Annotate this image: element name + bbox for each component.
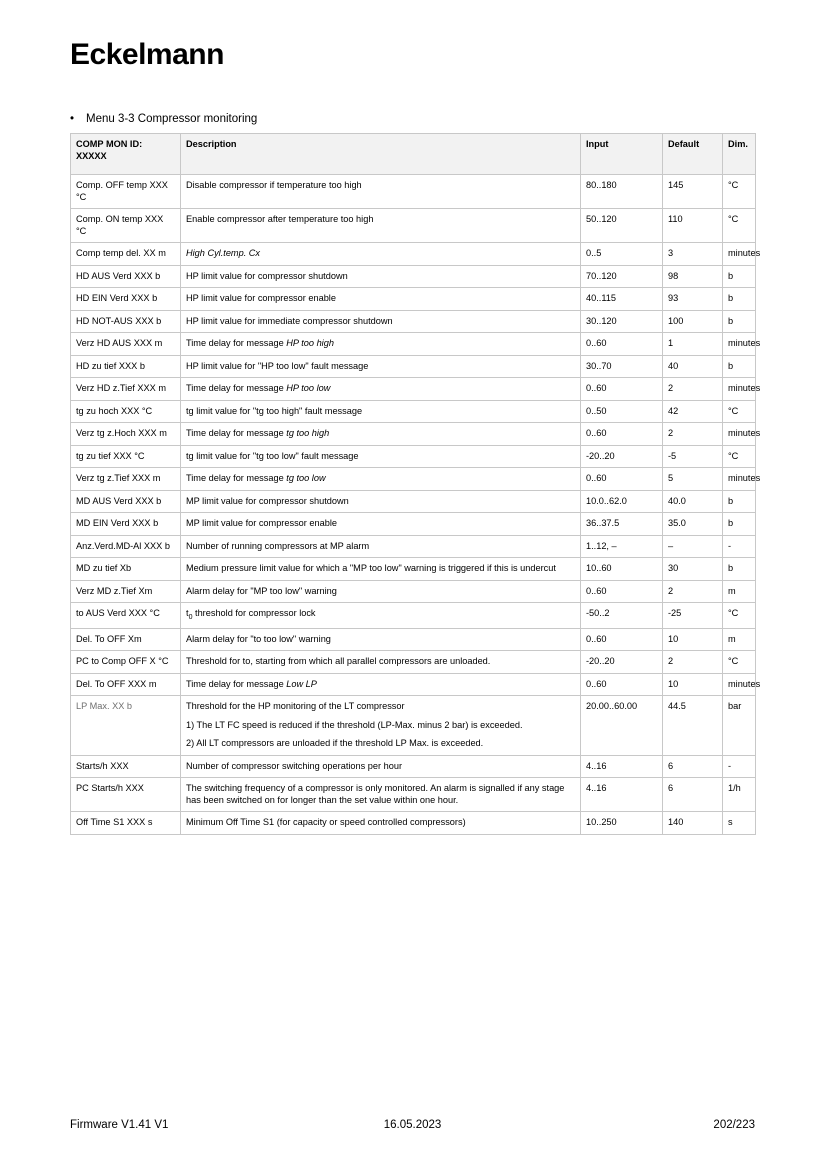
row-default: 44.5	[663, 696, 723, 756]
table-row	[71, 513, 756, 536]
table-row	[71, 378, 756, 401]
row-default: 2	[663, 378, 723, 401]
row-description	[181, 628, 581, 651]
section-heading	[70, 113, 760, 125]
row-input: 80..180	[581, 175, 663, 209]
row-description	[181, 812, 581, 835]
row-description	[181, 603, 581, 629]
row-default: 110	[663, 209, 723, 243]
row-description	[181, 651, 581, 674]
footer-date: 16.05.2023	[383, 1119, 442, 1131]
description-text: Time delay for message	[186, 338, 287, 348]
table-row	[71, 603, 756, 629]
description-text: Medium pressure limit value for which a "MP too low" warning is triggered if this is undercut	[186, 563, 556, 573]
row-id: Starts/h XXX	[71, 755, 181, 778]
row-dim: s	[723, 812, 756, 835]
row-id: HD EIN Verd XXX b	[71, 288, 181, 311]
row-dim: °C	[723, 209, 756, 243]
description-text: HP limit value for compressor shutdown	[186, 270, 348, 281]
description-text: Time delay for message	[186, 678, 287, 689]
row-default: 35.0	[663, 513, 723, 536]
row-default: 40	[663, 355, 723, 378]
row-input: 70..120	[581, 265, 663, 288]
row-input: 36..37.5	[581, 513, 663, 536]
row-id: Verz MD z.Tief Xm	[71, 580, 181, 603]
row-id: PC to Comp OFF X °C	[71, 651, 181, 674]
description-text: HP limit value for immediate compressor shutdown	[186, 315, 393, 326]
row-id: HD zu tief XXX b	[71, 355, 181, 378]
row-input: 0..60	[581, 673, 663, 696]
row-input: 10..250	[581, 812, 663, 835]
row-id: MD AUS Verd XXX b	[71, 490, 181, 513]
row-description	[181, 673, 581, 696]
description-text: Number of running compressors at MP alarm	[186, 540, 370, 551]
table-row	[71, 265, 756, 288]
description-text: Threshold for to, starting from which all parallel compressors are unloaded.	[186, 656, 491, 667]
row-default: 40.0	[663, 490, 723, 513]
table-row	[71, 755, 756, 778]
description-text: The switching frequency of a compressor is only monitored. An alarm is signalled if any stage has been switched on for longer than the set value within one hour.	[186, 783, 565, 805]
row-id: Comp. ON temp XXX °C	[71, 209, 181, 243]
row-default: -5	[663, 445, 723, 468]
description-text: Enable compressor after temperature too high	[186, 214, 374, 224]
row-dim: b	[723, 265, 756, 288]
table-row	[71, 333, 756, 356]
table-row	[71, 310, 756, 333]
row-description	[181, 175, 581, 209]
row-dim: b	[723, 355, 756, 378]
table-row	[71, 288, 756, 311]
row-input: 0..60	[581, 468, 663, 491]
row-dim: minutes	[723, 673, 756, 696]
row-dim: 1/h	[723, 778, 756, 812]
row-description	[181, 535, 581, 558]
row-input: 30..70	[581, 355, 663, 378]
row-dim: °C	[723, 445, 756, 468]
table-row	[71, 243, 756, 266]
row-id: Off Time S1 XXX s	[71, 812, 181, 835]
row-input: 0..60	[581, 378, 663, 401]
row-default: 2	[663, 580, 723, 603]
row-default: 42	[663, 400, 723, 423]
row-description	[181, 288, 581, 311]
description-emphasis: HP too high	[286, 338, 334, 348]
bullet-icon: •	[70, 113, 75, 125]
row-input: 30..120	[581, 310, 663, 333]
row-id: Verz HD z.Tief XXX m	[71, 378, 181, 401]
row-dim: m	[723, 628, 756, 651]
row-input: 0..60	[581, 423, 663, 446]
table-row	[71, 778, 756, 812]
row-id: HD NOT-AUS XXX b	[71, 310, 181, 333]
row-id: tg zu hoch XXX °C	[71, 400, 181, 423]
table-row	[71, 468, 756, 491]
row-dim: b	[723, 513, 756, 536]
row-description	[181, 696, 581, 756]
description-line: 2) All LT compressors are unloaded if the threshold LP Max. is exceeded.	[186, 738, 484, 749]
column-header-default: Default	[663, 134, 723, 175]
row-description	[181, 310, 581, 333]
section-title: Menu 3-3 Compressor monitoring	[86, 113, 258, 125]
table-row	[71, 175, 756, 209]
description-text: tg limit value for "tg too high" fault message	[186, 405, 363, 416]
row-description	[181, 355, 581, 378]
column-header-dim: Dim.	[723, 134, 756, 175]
row-dim: minutes	[723, 333, 756, 356]
table-row	[71, 490, 756, 513]
description-emphasis: tg too low	[286, 473, 326, 483]
row-dim: m	[723, 580, 756, 603]
row-description	[181, 513, 581, 536]
row-default: 3	[663, 243, 723, 266]
table-row	[71, 651, 756, 674]
description-line: Threshold for the HP monitoring of the LT compressor	[186, 701, 405, 712]
description-text: Time delay for message	[186, 473, 287, 483]
row-default: 10	[663, 673, 723, 696]
column-header-id	[71, 134, 181, 175]
description-emphasis: tg too high	[286, 428, 330, 438]
description-text: High Cyl.temp. Cx	[186, 248, 261, 258]
row-input: -20..20	[581, 445, 663, 468]
row-id: MD EIN Verd XXX b	[71, 513, 181, 536]
row-id: Verz tg z.Tief XXX m	[71, 468, 181, 491]
row-id: Verz tg z.Hoch XXX m	[71, 423, 181, 446]
row-id: MD zu tief Xb	[71, 558, 181, 581]
table-row	[71, 628, 756, 651]
row-id: LP Max. XX b	[71, 696, 181, 756]
table-row	[71, 673, 756, 696]
row-input: 40..115	[581, 288, 663, 311]
description-text: Alarm delay for "to too low" warning	[186, 633, 331, 644]
row-id: to AUS Verd XXX °C	[71, 603, 181, 629]
row-default: 6	[663, 755, 723, 778]
column-header-input: Input	[581, 134, 663, 175]
row-dim: minutes	[723, 468, 756, 491]
row-input: 4..16	[581, 778, 663, 812]
description-text: tg limit value for "tg too low" fault message	[186, 450, 359, 461]
row-id: HD AUS Verd XXX b	[71, 265, 181, 288]
table-row	[71, 580, 756, 603]
row-default: 93	[663, 288, 723, 311]
row-default: -25	[663, 603, 723, 629]
row-dim: -	[723, 535, 756, 558]
row-id: Comp temp del. XX m	[71, 243, 181, 266]
row-description	[181, 778, 581, 812]
footer-page-number: 202/223	[713, 1119, 755, 1131]
row-dim: -	[723, 755, 756, 778]
row-id: PC Starts/h XXX	[71, 778, 181, 812]
row-description	[181, 580, 581, 603]
row-dim: b	[723, 558, 756, 581]
row-description	[181, 333, 581, 356]
row-id: Del. To OFF XXX m	[71, 673, 181, 696]
row-default: 5	[663, 468, 723, 491]
table-row	[71, 558, 756, 581]
row-default: 1	[663, 333, 723, 356]
row-input: 0..50	[581, 400, 663, 423]
row-description	[181, 423, 581, 446]
row-dim: b	[723, 490, 756, 513]
table-row	[71, 423, 756, 446]
row-dim: minutes	[723, 423, 756, 446]
row-default: 10	[663, 628, 723, 651]
row-description	[181, 558, 581, 581]
table-body	[71, 175, 761, 835]
description-text: $t_0$ threshold for compressor lock	[186, 608, 316, 621]
row-description	[181, 378, 581, 401]
description-line: 1) The LT FC speed is reduced if the threshold (LP-Max. minus 2 bar) is exceeded.	[186, 719, 523, 730]
column-header-id-line2: XXXXX	[76, 150, 107, 161]
row-default: 2	[663, 423, 723, 446]
row-description	[181, 243, 581, 266]
row-default: 98	[663, 265, 723, 288]
row-id: Verz HD AUS XXX m	[71, 333, 181, 356]
description-text: HP limit value for compressor enable	[186, 293, 336, 303]
row-input: 0..5	[581, 243, 663, 266]
row-dim: b	[723, 288, 756, 311]
row-input: 0..60	[581, 628, 663, 651]
row-description	[181, 468, 581, 491]
row-dim: °C	[723, 175, 756, 209]
row-id: Comp. OFF temp XXX °C	[71, 175, 181, 209]
row-description	[181, 400, 581, 423]
row-default: 2	[663, 651, 723, 674]
description-emphasis: Low LP	[286, 678, 317, 689]
table-row	[71, 535, 756, 558]
row-dim: °C	[723, 400, 756, 423]
row-default: 30	[663, 558, 723, 581]
row-id: Del. To OFF Xm	[71, 628, 181, 651]
row-dim: °C	[723, 651, 756, 674]
column-header-description: Description	[181, 134, 581, 175]
row-input: 10..60	[581, 558, 663, 581]
row-input: 1..12, –	[581, 535, 663, 558]
row-id: tg zu tief XXX °C	[71, 445, 181, 468]
table-row	[71, 209, 756, 243]
table-row	[71, 355, 756, 378]
brand-logo: Eckelmann	[70, 38, 224, 71]
description-text: Time delay for message	[186, 428, 287, 438]
row-dim: minutes	[723, 378, 756, 401]
row-input: -50..2	[581, 603, 663, 629]
row-description	[181, 265, 581, 288]
description-text: Disable compressor if temperature too high	[186, 180, 362, 190]
row-input: 4..16	[581, 755, 663, 778]
description-text: Time delay for message	[186, 383, 287, 393]
table-row	[71, 696, 756, 756]
row-dim: °C	[723, 603, 756, 629]
column-header-id-line1: COMP MON ID:	[76, 139, 143, 149]
footer-firmware: Firmware V1.41 V1	[70, 1119, 169, 1131]
description-text: Minimum Off Time S1 (for capacity or speed controlled compressors)	[186, 817, 466, 828]
table-row	[71, 400, 756, 423]
compressor-monitoring-table	[70, 133, 761, 835]
row-input: -20..20	[581, 651, 663, 674]
row-default: 140	[663, 812, 723, 835]
description-text: Number of compressor switching operations per hour	[186, 760, 403, 771]
row-input: 0..60	[581, 580, 663, 603]
row-default: 6	[663, 778, 723, 812]
row-default: 100	[663, 310, 723, 333]
row-input: 20.00..60.00	[581, 696, 663, 756]
row-dim: minutes	[723, 243, 756, 266]
row-default: –	[663, 535, 723, 558]
row-default: 145	[663, 175, 723, 209]
row-description	[181, 445, 581, 468]
row-description	[181, 755, 581, 778]
row-dim: bar	[723, 696, 756, 756]
row-input: 50..120	[581, 209, 663, 243]
table-row	[71, 812, 756, 835]
description-text: MP limit value for compressor enable	[186, 518, 337, 528]
row-input: 10.0..62.0	[581, 490, 663, 513]
row-dim: b	[723, 310, 756, 333]
table-header-row	[71, 134, 756, 175]
description-text: Alarm delay for "MP too low" warning	[186, 585, 337, 596]
row-id: Anz.Verd.MD-Al XXX b	[71, 535, 181, 558]
row-input: 0..60	[581, 333, 663, 356]
row-description	[181, 490, 581, 513]
description-text: HP limit value for "HP too low" fault message	[186, 360, 369, 371]
table-row	[71, 445, 756, 468]
description-text: MP limit value for compressor shutdown	[186, 495, 349, 506]
row-description	[181, 209, 581, 243]
description-emphasis: HP too low	[286, 383, 331, 393]
